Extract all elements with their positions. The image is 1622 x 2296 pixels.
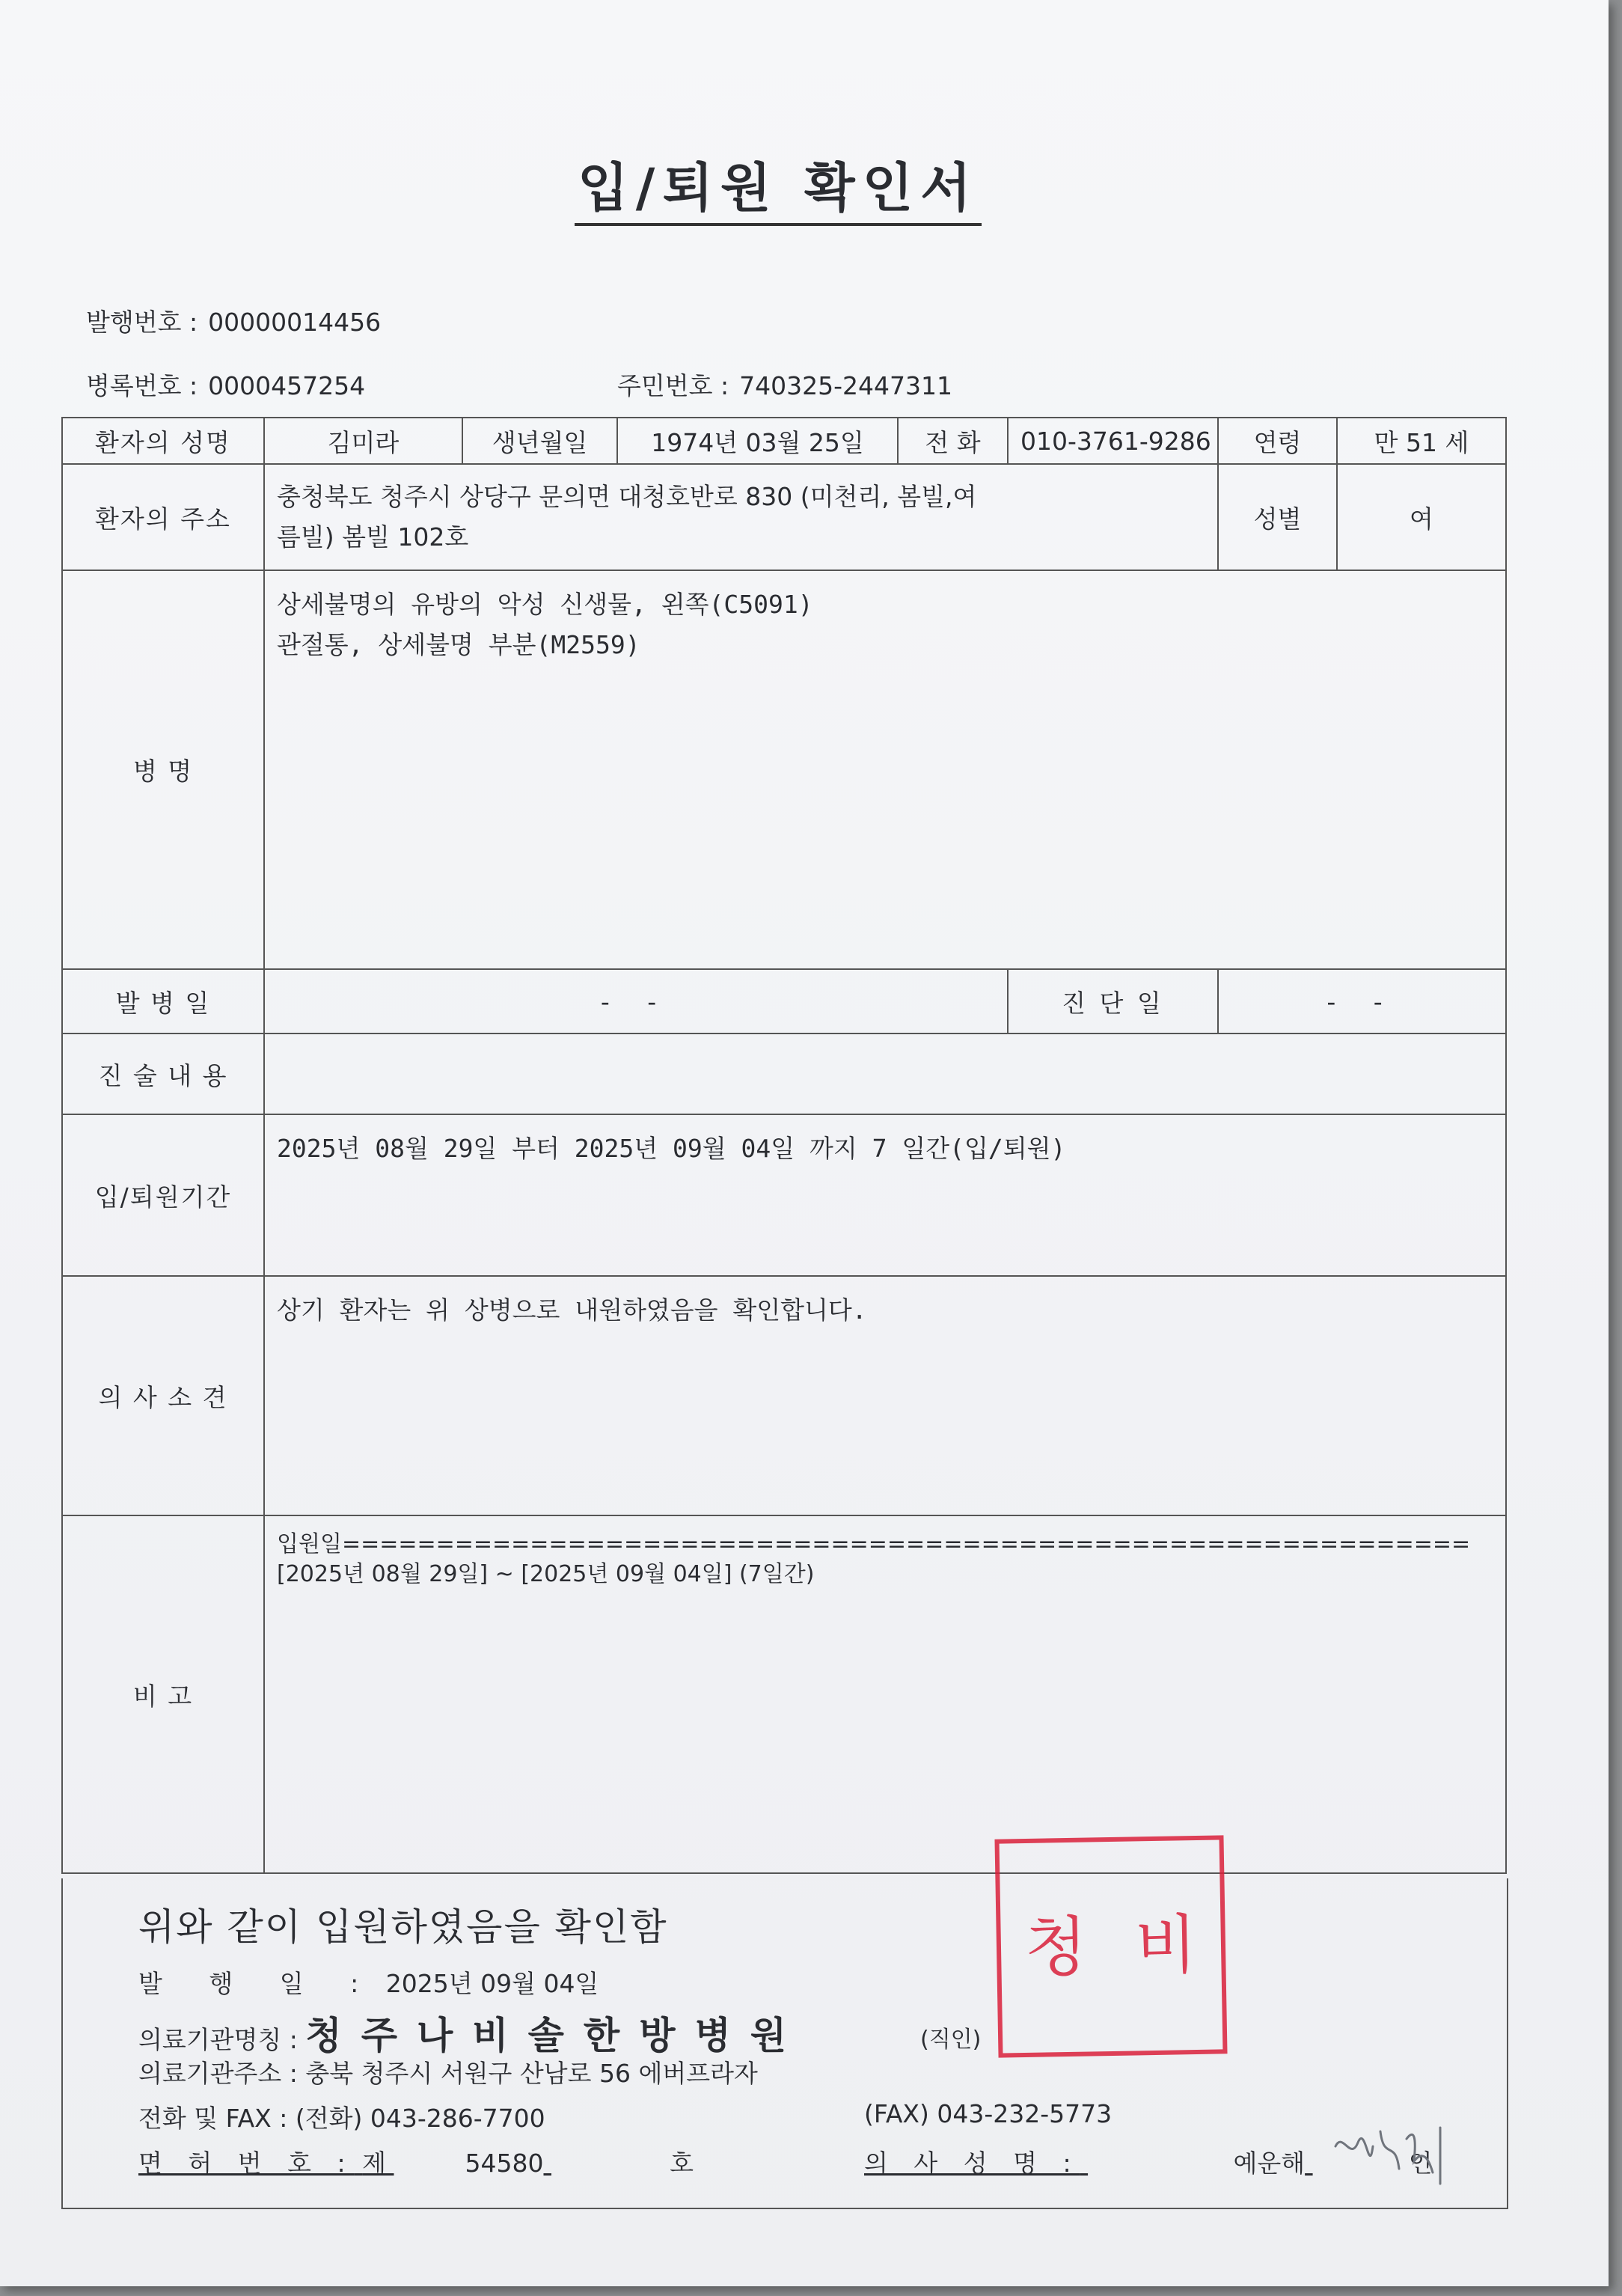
doctor-name: 의 사 성 명 : 예운해 인	[864, 2149, 1433, 2178]
diagnosis-label: 병 명	[62, 570, 264, 969]
phone-label: 전 화	[898, 418, 1008, 464]
statement-label: 진 술 내 용	[62, 1033, 264, 1114]
hospital-seal-stamp	[994, 1835, 1227, 2057]
patient-form-table	[61, 417, 1507, 1874]
remarks-line-2: [2025년 08월 29일] ~ [2025년 09월 04일] (7일간)	[277, 1561, 815, 1587]
diagnosis-content	[264, 570, 1506, 969]
official-seal-note: (직인)	[920, 2027, 982, 2053]
confirmation-statement: 위와 같이 입원하였음을 확인함	[138, 1905, 668, 1949]
address-line-1: 충청북도 청주시 상당구 문의면 대청호반로 830 (미천리, 봄빌,여	[277, 482, 977, 511]
phone-number: 010-3761-9286	[1008, 418, 1218, 464]
onset-date: - -	[264, 969, 1008, 1033]
seal-char: 비	[1134, 1908, 1198, 1984]
institution-name: 의료기관명칭 : 청주나비솔한방병원	[138, 2014, 807, 2057]
diagnosis-date: - -	[1218, 969, 1506, 1033]
document-title: 입/퇴원 확인서	[0, 146, 1556, 222]
telephone-fax: 전화 및 FAX : (전화) 043-286-7700	[138, 2104, 545, 2133]
diagnosis-line-1: 상세불명의 유방의 악성 신생물, 왼쪽(C5091)	[277, 590, 813, 619]
record-number: 병록번호 : 0000457254	[86, 371, 366, 400]
license-number: 면 허 번 호 : 제 54580 호	[138, 2149, 694, 2178]
patient-address	[264, 464, 1218, 570]
resident-number: 주민번호 : 740325-2447311	[617, 371, 952, 400]
remarks-label: 비 고	[62, 1515, 264, 1873]
age-value: 만 51 세	[1337, 418, 1506, 464]
birth-date: 1974년 03월 25일	[617, 418, 898, 464]
opinion-content: 상기 환자는 위 상병으로 내원하였음을 확인합니다.	[264, 1276, 1506, 1515]
address-line-2: 름빌) 봄빌 102호	[277, 522, 469, 552]
seal-char: 청	[1024, 1909, 1088, 1986]
birth-label: 생년월일	[462, 418, 617, 464]
age-label: 연령	[1218, 418, 1337, 464]
fax-number: (FAX) 043-232-5773	[864, 2099, 1113, 2128]
address-label: 환자의 주소	[62, 464, 264, 570]
diagnosis-date-label: 진 단 일	[1008, 969, 1218, 1033]
institution-address: 의료기관주소 : 충북 청주시 서원구 산남로 56 에버프라자	[138, 2059, 758, 2088]
opinion-label: 의 사 소 견	[62, 1276, 264, 1515]
issue-number: 발행번호 : 00000014456	[86, 308, 382, 337]
statement-content	[264, 1033, 1506, 1114]
patient-name: 김미라	[264, 418, 462, 464]
issue-date: 발 행 일 : 2025년 09월 04일	[138, 1969, 599, 1998]
handwritten-signature	[1328, 2116, 1455, 2199]
period-label: 입/퇴원기간	[62, 1114, 264, 1276]
sex-value: 여	[1337, 464, 1506, 570]
onset-label: 발 병 일	[62, 969, 264, 1033]
name-label: 환자의 성명	[62, 418, 264, 464]
period-content: 2025년 08월 29일 부터 2025년 09월 04일 까지 7 일간(입/퇴원)	[264, 1114, 1506, 1276]
sex-label: 성별	[1218, 464, 1337, 570]
remarks-line-1: 입원일============================================================	[277, 1531, 1471, 1557]
hospital-name: 청주나비솔한방병원	[305, 2014, 807, 2057]
remarks-content	[264, 1515, 1506, 1873]
diagnosis-line-2: 관절통, 상세불명 부분(M2559)	[277, 630, 640, 659]
